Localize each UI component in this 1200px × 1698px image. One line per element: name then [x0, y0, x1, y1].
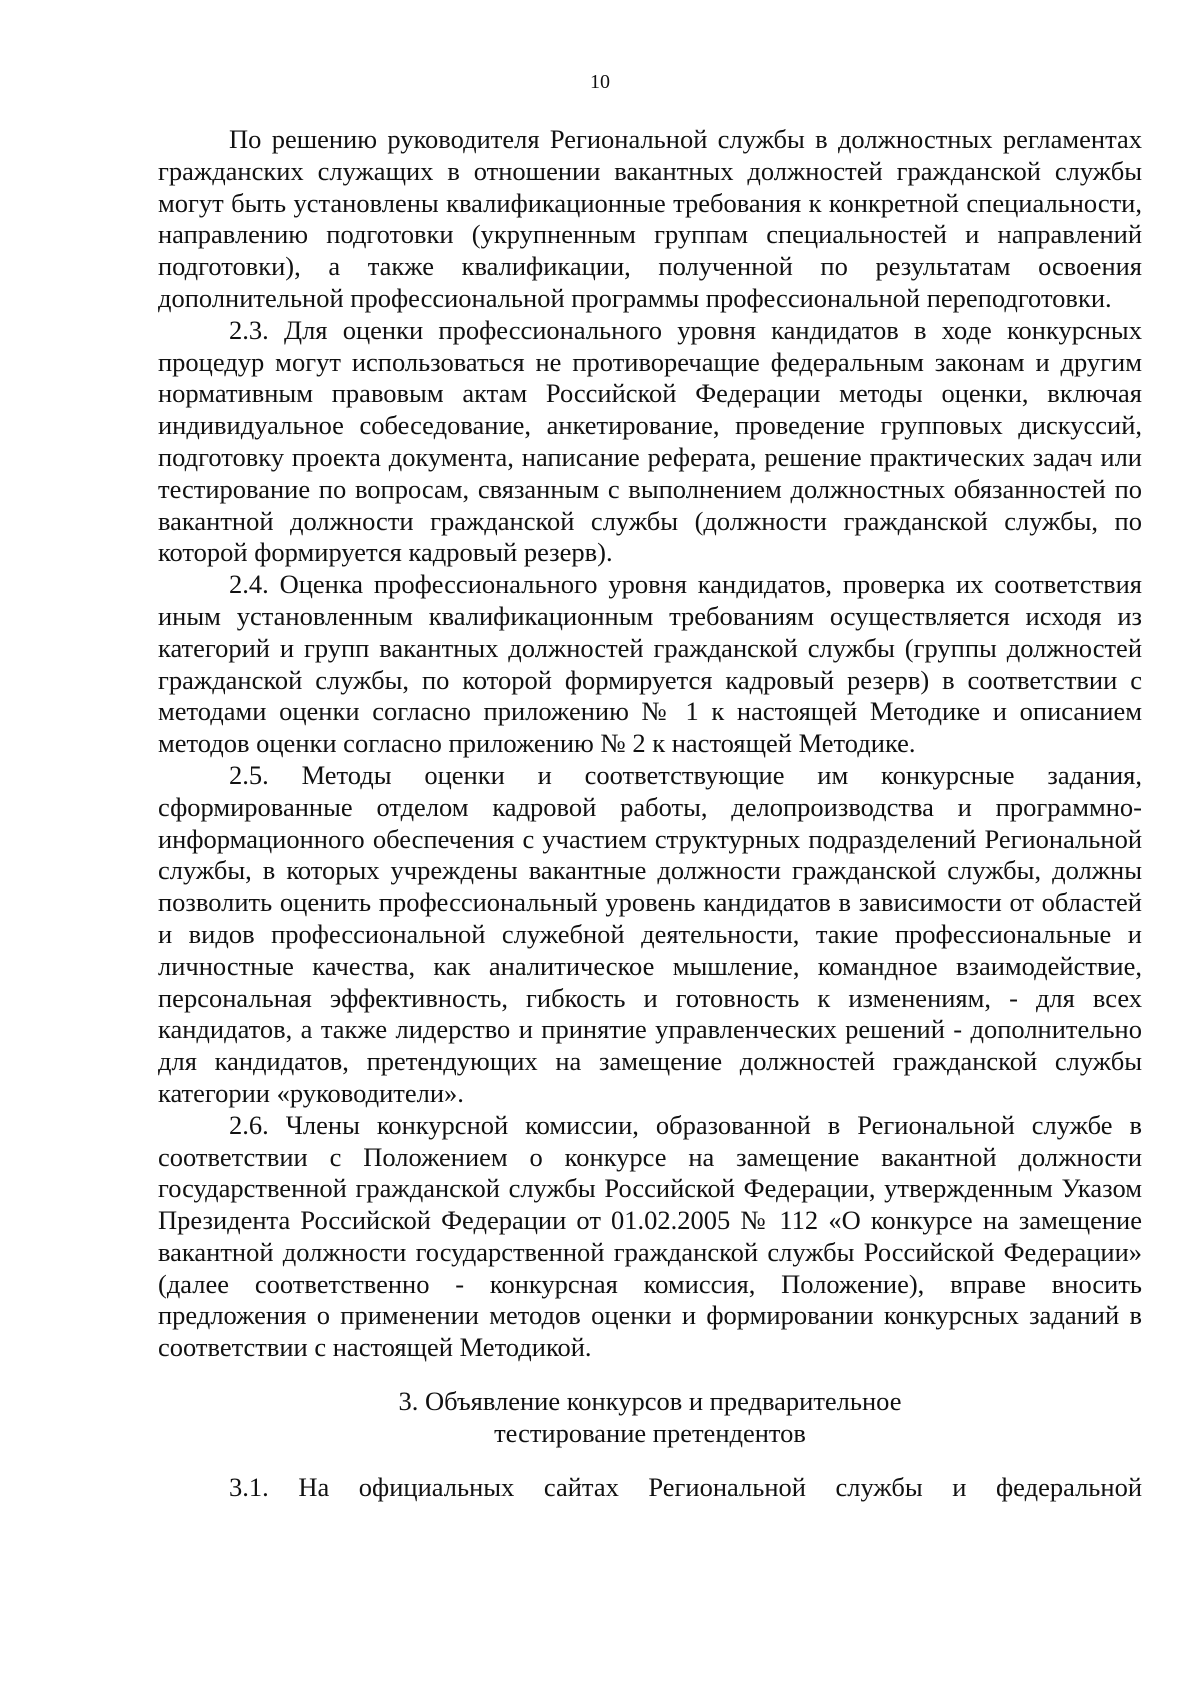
section-3-heading-line-1: 3. Объявление конкурсов и предварительное	[398, 1386, 902, 1417]
paragraph-2-6: 2.6. Члены конкурсной комиссии, образованной в Региональной службе в соответствии с Положением о конкурсе на замещение вакантной должности государственной гражданской службы Российской Федерации, утвержденным Указом Президента Российской Федерации от 01.02.2005 № 112 «О конкурсе на замещение вакантной должности государственной гражданской службы Российской Федерации» (далее соответственно - конкурсная комиссия, Положение), вправе вносить предложения о применении методов оценки и формировании конкурсных заданий в соответствии с настоящей Методикой.	[158, 1109, 1142, 1363]
paragraph-2-4: 2.4. Оценка профессионального уровня кандидатов, проверка их соответствия иным установленным квалификационным требованиям осуществляется исходя из категорий и групп вакантных должностей гражданской службы (группы должностей гражданской службы, по которой формируется кадровый резерв) в соответствии с методами оценки согласно приложению № 1 к настоящей Методике и описанием методов оценки согласно приложению № 2 к настоящей Методике.	[158, 569, 1142, 759]
page-number: 10	[590, 71, 610, 93]
paragraph-2-5: 2.5. Методы оценки и соответствующие им конкурсные задания, сформированные отделом кадровой работы, делопроизводства и программно-информационного обеспечения с участием структурных подразделений Региональной службы, в которых учреждены вакантные должности гражданской службы, должны позволить оценить профессиональный уровень кандидатов в зависимости от областей и видов профессиональной служебной деятельности, такие профессиональные и личностные качества, как аналитическое мышление, командное взаимодействие, персональная эффективность, гибкость и готовность к изменениям, - для всех кандидатов, а также лидерство и принятие управленческих решений - дополнительно для кандидатов, претендующих на замещение должностей гражданской службы категории «руководители».	[158, 759, 1142, 1108]
paragraph-3-1: 3.1. На официальных сайтах Региональной службы и федеральной	[229, 1471, 1142, 1502]
paragraph-qualification-requirements: По решению руководителя Региональной службы в должностных регламентах гражданских служащих в отношении вакантных должностей гражданской службы могут быть установлены квалификационные требования к конкретной специальности, направлению подготовки (укрупненным группам специальностей и направлений подготовки), а также квалификации, полученной по результатам освоения дополнительной профессиональной программы профессиональной переподготовки.	[158, 124, 1142, 313]
document-body	[158, 124, 1142, 1503]
section-3-heading-line-2: тестирование претендентов	[494, 1417, 806, 1448]
section-3-heading	[158, 1386, 1142, 1450]
paragraph-2-3: 2.3. Для оценки профессионального уровня кандидатов в ходе конкурсных процедур могут использоваться не противоречащие федеральным законам и другим нормативным правовым актам Российской Федерации методы оценки, включая индивидуальное собеседование, анкетирование, проведение групповых дискуссий, подготовку проекта документа, написание реферата, решение практических задач или тестирование по вопросам, связанным с выполнением должностных обязанностей по вакантной должности гражданской службы (должности гражданской службы, по которой формируется кадровый резерв).	[158, 314, 1142, 568]
